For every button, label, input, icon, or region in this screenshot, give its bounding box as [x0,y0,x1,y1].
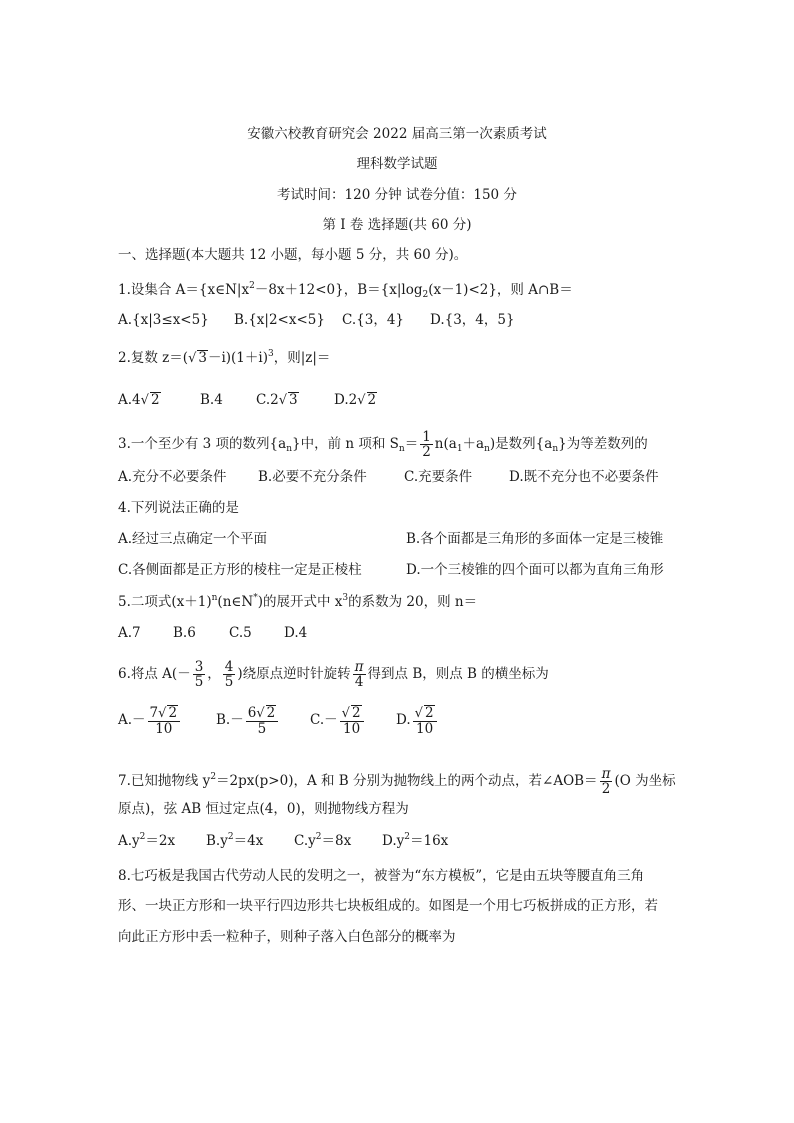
exam-subject: 理科数学试题 [356,156,438,172]
q6-option-b: B.－ $\frac{6√ 2}{5}$ [216,705,280,736]
q2-option-c: C.2√ 3 [256,392,298,408]
q4-option-d: D.一个三棱锥的四个面可以都为直角三角形 [406,562,664,578]
q4-option-a: A.经过三点确定一个平面 [118,531,268,547]
q5-option-c: C.5 [229,625,252,641]
q7-option-c: $C.y^2=8x$ [294,832,352,849]
q1-option-b: B.{x|2<x<5} [234,312,325,328]
q3-option-d: D.既不充分也不必要条件 [509,469,659,485]
section-heading: 一、选择题(本大题共 12 小题，每小题 5 分，共 60 分)。 [118,247,468,263]
q7-option-a: $A.y^2=2x$ [118,832,176,849]
q2-option-d: D.2√ 2 [334,392,377,408]
q6-option-d: D. $\frac{√ 2}{10}$ [396,705,439,736]
q7-option-b: $B.y^2=4x$ [206,832,264,849]
question-8-line3: 向此正方形中丢一粒种子，则种子落入白色部分的概率为 [118,929,456,945]
question-5-stem: 5.二项式$(x+1)^n(n\in N^*)$的展开式中 $x^3$的系数为 20，则 n＝ [118,593,478,610]
q2-option-b: B.4 [200,392,223,408]
question-8-line2: 形、一块正方形和一块平行四边形共七块板组成的。如图是一个用七巧板拼成的正方形，若 [118,898,658,914]
exam-title: 安徽六校教育研究会 2022 届高三第一次素质考试 [247,126,547,142]
q3-option-c: C.充要条件 [404,469,473,485]
q1-option-d: D.{3，4，5} [430,312,515,328]
q5-option-a: A.7 [118,625,141,641]
q7-option-d: $D.y^2=16x$ [382,832,449,849]
q3-option-a: A.充分不必要条件 [118,469,227,485]
q6-option-c: C.－ $\frac{√ 2}{10}$ [310,705,366,736]
q1-option-c: C.{3，4} [342,312,404,328]
part-title: 第 I 卷 选择题(共 60 分) [322,217,472,233]
question-4-stem: 4.下列说法正确的是 [118,500,239,516]
question-3-stem: 3.一个至少有 3 项的数列$\{a_n\}$中，前 n 项和 $S_n=$ $\frac{1}{2}$ $n(a_1+a_n)$是数列$\{a_n\}$为等差数列的 [118,429,648,460]
q5-option-b: B.6 [173,625,196,641]
q6-option-a: A.－ $\frac{7√ 2}{10}$ [118,705,182,736]
question-7-line2: 原点)，弦 AB 恒过定点(4，0)，则抛物线方程为 [118,801,409,817]
q5-option-d: D.4 [284,625,308,641]
exam-info: 考试时间：120 分钟 试卷分值：150 分 [277,187,517,203]
question-2-stem: 2.复数 z＝(√ $3-i)(1+i)^3$，则|z|＝ [118,349,331,366]
q4-option-c: C.各侧面都是正方形的棱柱一定是正棱柱 [118,562,362,578]
q3-option-b: B.必要不充分条件 [258,469,367,485]
question-6-stem: 6.将点 A(－ $\frac{3}{5}$ ， $\frac{4}{5}$ )绕原点逆时针旋转 $\frac{\pi}{4}$ 得到点 B，则点 B 的横坐标为 [118,659,549,690]
question-1-stem: 1.设集合 $A=\{x\in N|x^2-8x+12<0\}$，$B=\{x|\log_2(x-1)<2\}$，则 A∩B＝ [118,281,573,300]
q4-option-b: B.各个面都是三角形的多面体一定是三棱锥 [406,531,664,547]
question-8-line1: 8.七巧板是我国古代劳动人民的发明之一，被誉为“东方模板”，它是由五块等腰直角三角 [118,868,645,884]
q2-option-a: A.4√ 2 [118,392,160,408]
question-7-stem: 7.已知抛物线 $y^2=2px(p>0)$，A 和 B 分别为抛物线上的两个动点，若∠AOB＝ $\frac{\pi}{2}$ (O 为坐标 [118,766,676,797]
q1-option-a: A.{x|3≤x<5} [118,312,209,328]
